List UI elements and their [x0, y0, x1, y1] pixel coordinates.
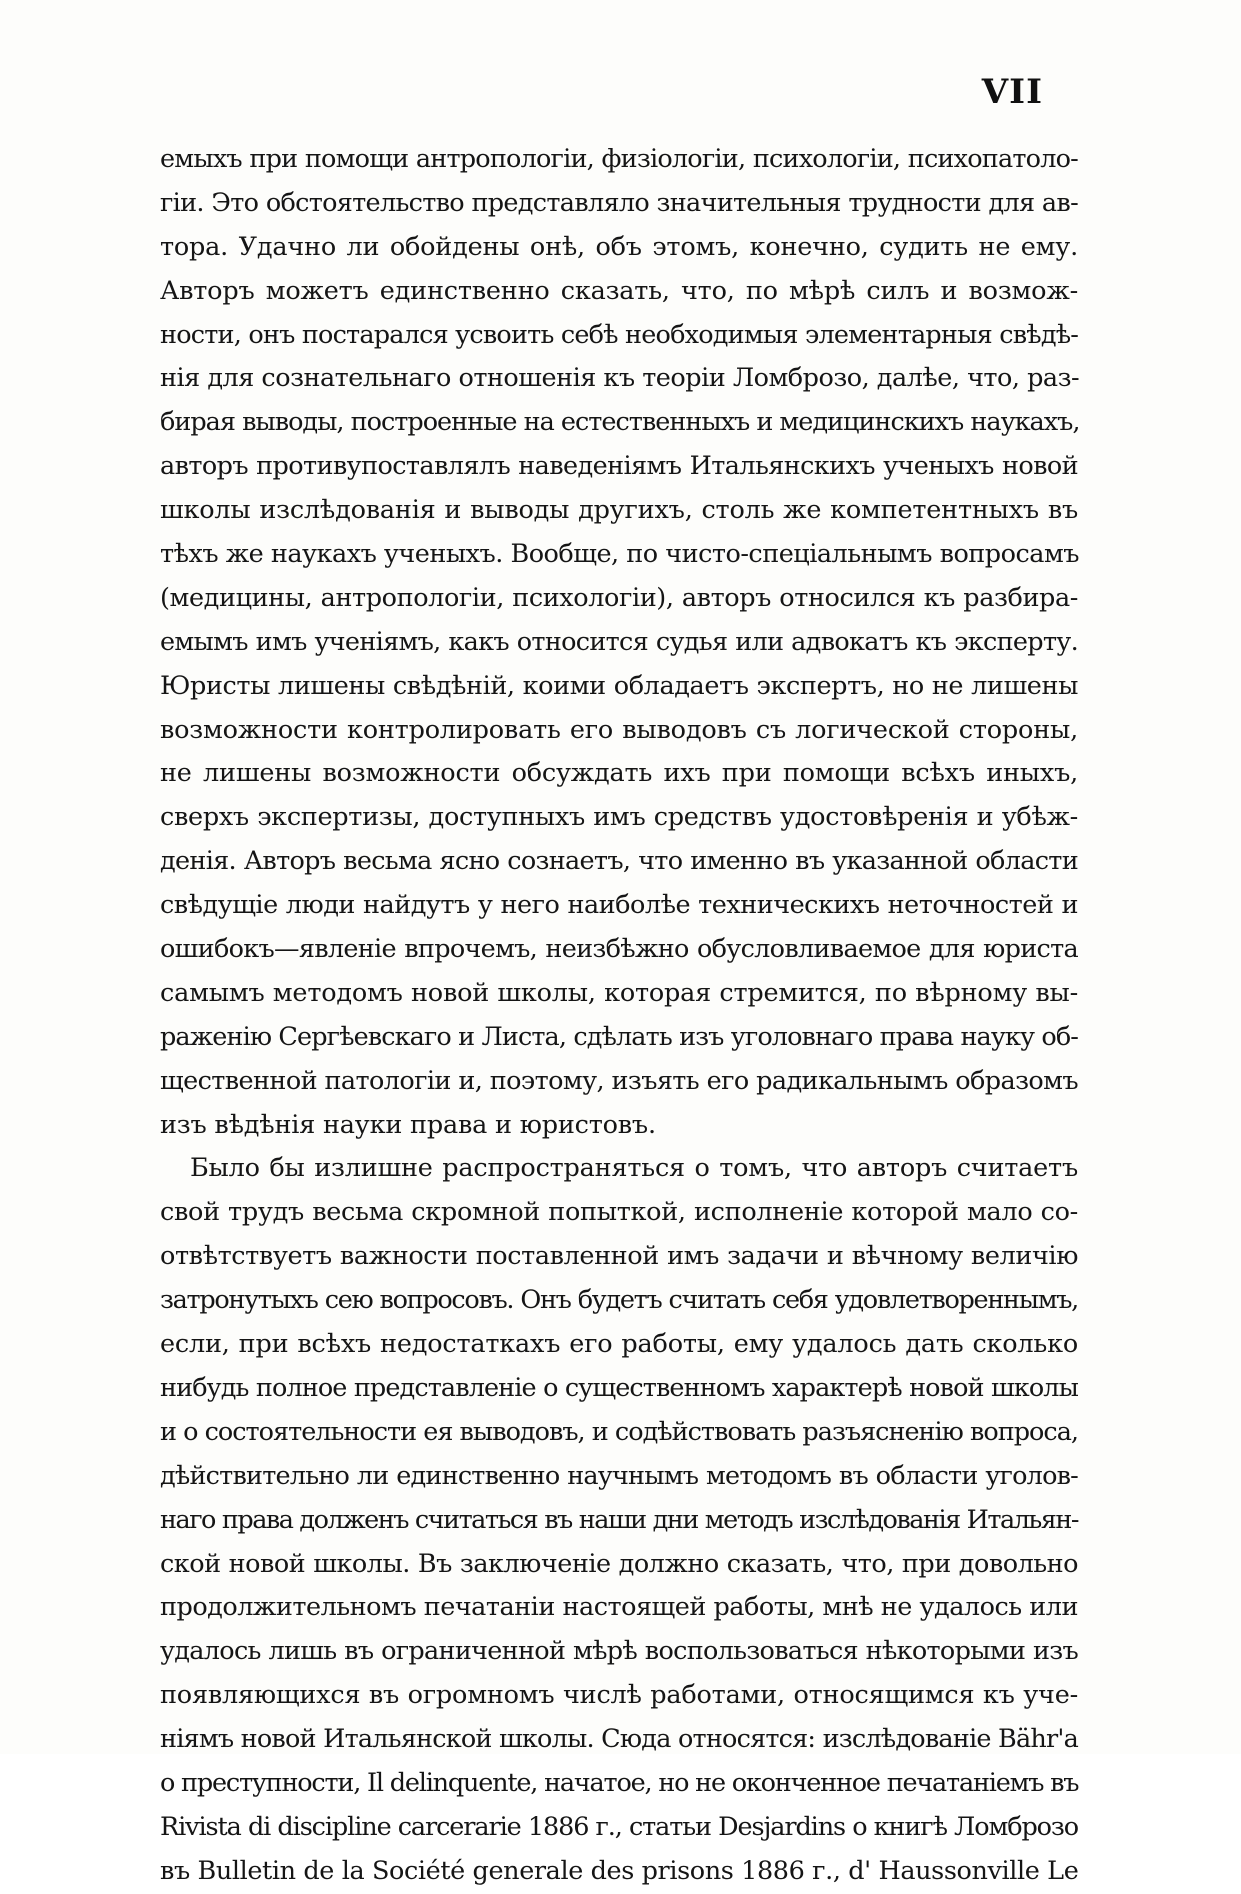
- text-line: денія. Авторъ весьма ясно сознаетъ, что именно въ указанной области: [160, 846, 1078, 877]
- text-line: въ Bulletin de la Société generale des prisons 1886 г., d' Haussonville Le: [160, 1855, 1079, 1886]
- paragraph-start-line: Было бы излишне распространяться о томъ, что авторъ считаетъ: [190, 1153, 1078, 1184]
- text-line: дѣйствительно ли единственно научнымъ методомъ въ области уголов-: [160, 1460, 1078, 1491]
- text-line: затронутыхъ сею вопросовъ. Онъ будетъ считать себя удовлетвореннымъ,: [160, 1285, 1078, 1316]
- text-line: ности, онъ постарался усвоить себѣ необходимыя элементарныя свѣдѣ-: [160, 319, 1079, 350]
- text-line: не лишены возможности обсуждать ихъ при помощи всѣхъ иныхъ,: [160, 758, 1078, 789]
- text-line: сверхъ экспертизы, доступныхъ имъ средствъ удостовѣренія и убѣж-: [160, 802, 1078, 833]
- text-line: бирая выводы, построенные на естественныхъ и медицинскихъ наукахъ,: [160, 407, 1080, 438]
- text-line: нія для сознательнаго отношенія къ теоріи Ломброзо, далѣе, что, раз-: [160, 363, 1080, 394]
- text-line: нибудь полное представленіе о существенномъ характерѣ новой школы: [160, 1372, 1078, 1403]
- text-line: гіи. Это обстоятельство представляло значительныя трудности для ав-: [160, 187, 1078, 218]
- text-line: Авторъ можетъ единственно сказать, что, по мѣрѣ силъ и возмож-: [160, 275, 1078, 306]
- text-line: школы изслѣдованія и выводы другихъ, столь же компетентныхъ въ: [160, 495, 1078, 526]
- text-line: емымъ имъ ученіямъ, какъ относится судья или адвокатъ къ эксперту.: [160, 626, 1078, 657]
- text-line: Юристы лишены свѣдѣній, коими обладаетъ экспертъ, но не лишены: [160, 670, 1078, 701]
- text-line: свой трудъ весьма скромной попыткой, исполненіе которой мало со-: [160, 1197, 1078, 1228]
- text-line: ошибокъ—явленіе впрочемъ, неизбѣжно обусловливаемое для юриста: [160, 934, 1078, 965]
- text-line: раженію Сергѣевскаго и Листа, сдѣлать изъ уголовнаго права науку об-: [160, 1021, 1078, 1052]
- text-line: продолжительномъ печатаніи настоящей работы, мнѣ не удалось или: [160, 1592, 1078, 1623]
- text-line: возможности контролировать его выводовъ съ логической стороны,: [160, 714, 1078, 745]
- text-line: ской новой школы. Въ заключеніе должно сказать, что, при довольно: [160, 1548, 1078, 1579]
- text-line: авторъ противупоставлялъ наведеніямъ Итальянскихъ ученыхъ новой: [160, 451, 1078, 482]
- text-line: Rivista di discipline carcerarie 1886 г., статьи Desjardins о книгѣ Ломброзо: [160, 1811, 1078, 1842]
- body-text: [160, 138, 1078, 1894]
- text-line: удалось лишь въ ограниченной мѣрѣ воспользоваться нѣкоторыми изъ: [160, 1636, 1078, 1667]
- paragraph-end-line: изъ вѣдѣнія науки права и юристовъ.: [160, 1109, 656, 1140]
- text-line: тѣхъ же наукахъ ученыхъ. Вообще, по чисто-спеціальнымъ вопросамъ: [160, 539, 1080, 570]
- page-number: VII: [981, 72, 1043, 112]
- text-line: (медицины, антропологіи, психологіи), авторъ относился къ разбира-: [160, 582, 1078, 613]
- text-line: самымъ методомъ новой школы, которая стремится, по вѣрному вы-: [160, 977, 1078, 1008]
- text-line: щественной патологіи и, поэтому, изъять его радикальнымъ образомъ: [160, 1065, 1078, 1096]
- text-line: наго права долженъ считаться въ наши дни методъ изслѣдованія Итальян-: [160, 1504, 1078, 1535]
- text-line: отвѣтствуетъ важности поставленной имъ задачи и вѣчному величію: [160, 1241, 1078, 1272]
- text-line: появляющихся въ огромномъ числѣ работами, относящимся къ уче-: [160, 1680, 1078, 1711]
- text-line: ніямъ новой Итальянской школы. Сюда относятся: изслѣдованіе Bähr'а: [160, 1724, 1078, 1755]
- text-line: о преступности, Il delinquente, начатое, но не оконченное печатаніемъ въ: [160, 1767, 1079, 1798]
- text-line: и о состоятельности ея выводовъ, и содѣйствовать разъясненію вопроса,: [160, 1416, 1078, 1447]
- text-line: свѣдущіе люди найдутъ у него наиболѣе техническихъ неточностей и: [160, 890, 1078, 921]
- text-line: если, при всѣхъ недостаткахъ его работы, ему удалось дать сколько: [160, 1329, 1078, 1360]
- text-line: тора. Удачно ли обойдены онѣ, объ этомъ, конечно, судить не ему.: [160, 231, 1078, 262]
- text-line: емыхъ при помощи антропологіи, физіологіи, психологіи, психопатоло-: [160, 144, 1078, 174]
